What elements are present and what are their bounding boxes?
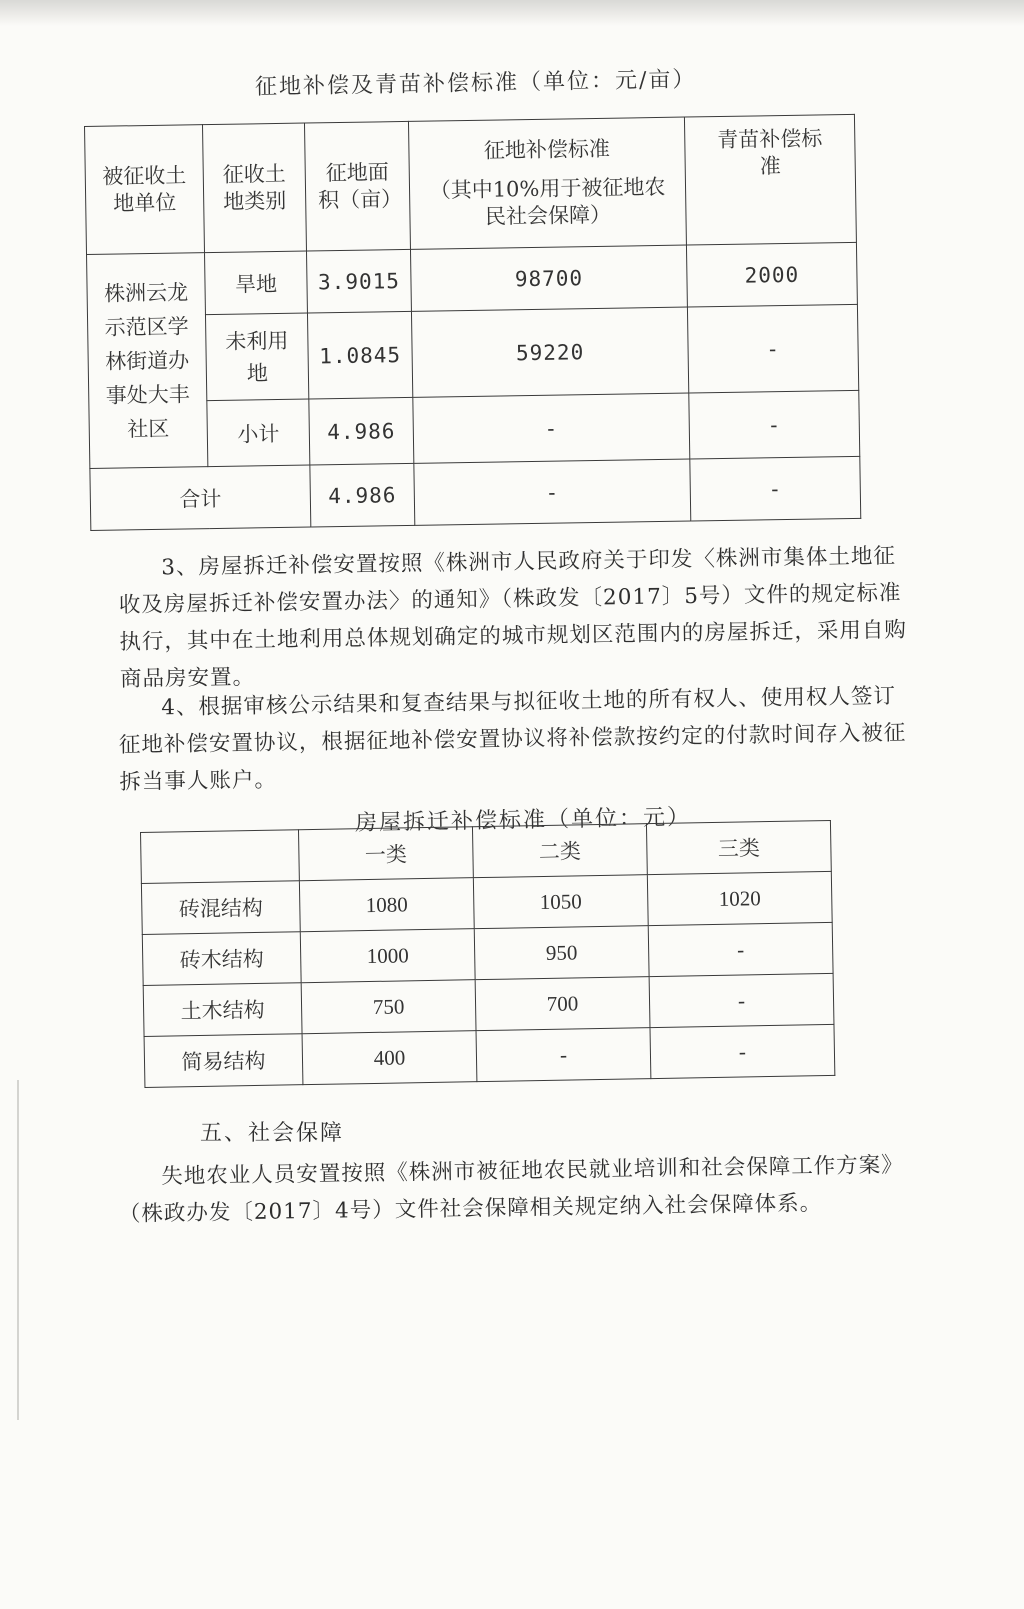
total-crop: - xyxy=(690,456,861,521)
table1-caption: 征地补偿及青苗补偿标准（单位：元/亩） xyxy=(254,67,697,100)
header-class-1: 一类 xyxy=(298,827,473,881)
structure-label: 土木结构 xyxy=(143,983,302,1037)
table1-header-row xyxy=(85,114,857,254)
class-2-value: 1050 xyxy=(473,875,648,929)
class-2-value: 950 xyxy=(474,926,649,980)
header-land-unit: 被征收土地单位 xyxy=(85,125,205,255)
area-cell: 3.9015 xyxy=(306,249,411,313)
land-type-cell: 小计 xyxy=(207,399,310,467)
header-standard-title: 征地补偿标准 xyxy=(483,136,611,163)
class-3-value: 1020 xyxy=(647,871,832,925)
class-1-value: 1000 xyxy=(300,929,475,983)
house-compensation-table xyxy=(140,820,835,1088)
table2-caption: 房屋拆迁补偿标准（单位：元） xyxy=(354,805,692,836)
header-class-3: 三类 xyxy=(646,820,831,874)
class-1-value: 1080 xyxy=(299,878,474,932)
header-area: 征地面积（亩） xyxy=(304,121,410,251)
class-2-value: - xyxy=(476,1028,651,1082)
land-compensation-table xyxy=(84,114,861,531)
land-unit-name: 株洲云龙示范区学林街道办事处大丰社区 xyxy=(87,253,208,469)
land-type-cell: 未利用地 xyxy=(205,313,308,401)
header-class-2: 二类 xyxy=(472,824,647,878)
section-5-heading: 五、社会保障 xyxy=(200,1121,345,1146)
class-3-value: - xyxy=(648,922,833,976)
total-label: 合计 xyxy=(90,465,311,530)
standard-cell: 59220 xyxy=(411,307,688,397)
class-1-value: 750 xyxy=(301,980,476,1034)
class-1-value: 400 xyxy=(302,1031,477,1085)
area-cell: 1.0845 xyxy=(307,311,412,399)
total-area: 4.986 xyxy=(310,463,415,527)
class-2-value: 700 xyxy=(475,977,650,1031)
standard-cell: - xyxy=(413,393,690,463)
area-cell: 4.986 xyxy=(309,397,414,465)
structure-label: 砖木结构 xyxy=(142,932,301,986)
header-standard-note: （其中10%用于被征地农民社会保障） xyxy=(429,174,666,229)
table-row xyxy=(144,1024,835,1087)
paragraph-4 xyxy=(118,677,920,801)
class-3-value: - xyxy=(650,1024,835,1078)
header-compensation-standard xyxy=(408,117,686,249)
structure-label: 砖混结构 xyxy=(141,881,300,935)
structure-label: 简易结构 xyxy=(144,1034,303,1088)
paragraph-3 xyxy=(118,537,920,698)
crop-cell: - xyxy=(689,390,860,459)
total-standard: - xyxy=(414,459,691,525)
standard-cell: 98700 xyxy=(410,245,687,311)
section-5-text: 失地农业人员安置按照《株洲市被征地农民就业培训和社会保障工作方案》（株政办发〔2017〕4号）文件社会保障相关规定纳入社会保障体系。 xyxy=(118,1152,904,1227)
paragraph-4-text: 4、根据审核公示结果和复查结果与拟征收土地的所有权人、使用权人签订征地补偿安置协议，根据征地补偿安置协议将补偿款按约定的付款时间存入被征拆当事人账户。 xyxy=(118,683,907,795)
paragraph-3-text: 3、房屋拆迁补偿安置按照《株洲市人民政府关于印发〈株洲市集体土地征收及房屋拆迁补偿安置办法〉的通知》（株政发〔2017〕5号）文件的规定标准执行，其中在土地利用总体规划确定的城市规划区范围内的房屋拆迁，采用自购商品房安置。 xyxy=(118,543,908,692)
section-5-body xyxy=(118,1146,919,1233)
header-land-type: 征收土地类别 xyxy=(202,123,306,253)
table1-total-row xyxy=(90,456,861,530)
crop-cell: - xyxy=(687,304,858,393)
header-blank xyxy=(141,830,300,884)
class-3-value: - xyxy=(649,973,834,1027)
header-crop-compensation: 青苗补偿标准 xyxy=(684,114,856,245)
crop-cell: 2000 xyxy=(686,242,857,307)
land-type-cell: 旱地 xyxy=(205,251,308,315)
